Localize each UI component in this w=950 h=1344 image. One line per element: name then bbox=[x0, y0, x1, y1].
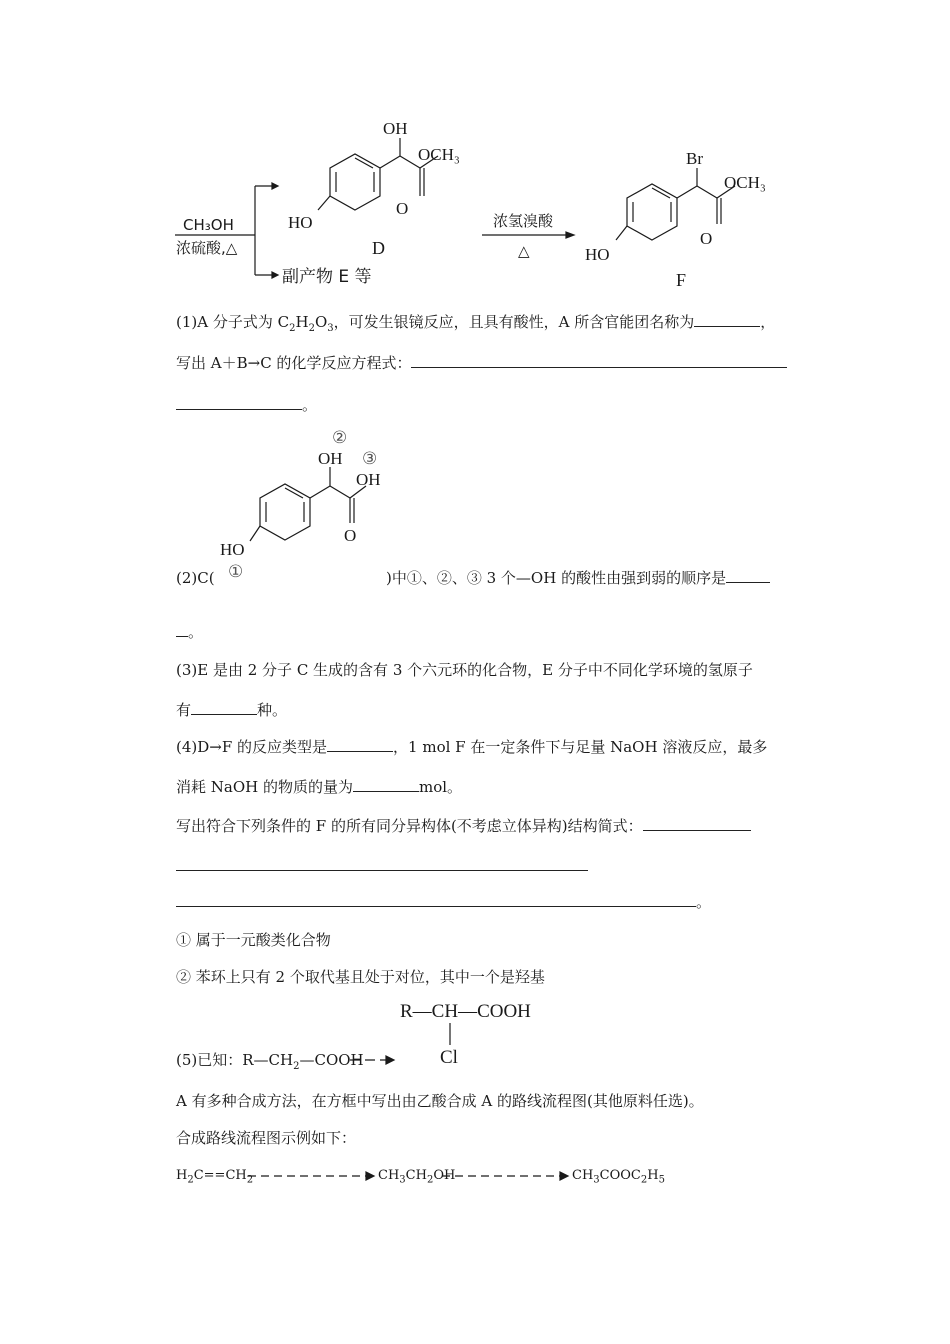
q4-line2: 消耗 NaOH 的物质的量为 mol。 bbox=[176, 778, 463, 796]
d-oh: OH bbox=[383, 119, 408, 138]
known-product-structure bbox=[390, 995, 580, 1075]
q3-blank-h-count[interactable] bbox=[191, 700, 257, 715]
d-o: O bbox=[396, 199, 409, 218]
c-oh-3: OH bbox=[356, 470, 381, 489]
q3-line1: (3)E 是由 2 分子 C 生成的含有 3 个六元环的化合物，E 分子中不同化学环境的氢原子 bbox=[176, 661, 753, 679]
q5-example-route: $H_2C==CH_2$ bbox=[176, 1168, 254, 1186]
f-och3: OCH₃ bbox=[724, 173, 766, 192]
c-ho-1: HO bbox=[220, 540, 245, 559]
d-och3: OCH₃ bbox=[418, 145, 460, 164]
q4-line3: 写出符合下列条件的 F 的所有同分异构体(不考虑立体异构)结构简式： bbox=[176, 816, 751, 836]
q4-blank-isomers[interactable] bbox=[643, 816, 751, 831]
f-o: O bbox=[700, 229, 713, 248]
reaction-scheme bbox=[0, 110, 950, 300]
structure-f bbox=[585, 149, 766, 290]
q4-blank-isomers-line3[interactable] bbox=[176, 892, 696, 907]
q1-line1: (1)A 分子式为 $C_2H_2O_3$，可发生银镜反应，且具有酸性，A 所含官能团名称为 ， bbox=[176, 313, 776, 334]
q4-line1: (4)D→F 的反应类型是 ，1 mol F 在一定条件下与足量 NaOH 溶液反应，最多 bbox=[176, 738, 768, 756]
structure-d bbox=[288, 119, 460, 258]
f-label: F bbox=[676, 270, 687, 290]
c-o: O bbox=[344, 526, 357, 545]
c-oh-2: OH bbox=[318, 449, 343, 468]
q5-line3: 合成路线流程图示例如下： bbox=[176, 1129, 357, 1147]
c-circ-2: ② bbox=[332, 428, 348, 447]
byproduct-e: 副产物 E 等 bbox=[282, 267, 372, 287]
q2-blank-order[interactable] bbox=[726, 568, 770, 583]
q1-blank-equation-cont[interactable] bbox=[176, 395, 302, 410]
f-ho: HO bbox=[585, 245, 610, 264]
q3-line2: 有 种。 bbox=[176, 701, 288, 719]
q5-known: (5)已知：$R—CH_2—COOH$ bbox=[176, 1051, 364, 1072]
c-circ-1: ① bbox=[228, 562, 244, 581]
q4-blank-reaction-type[interactable] bbox=[327, 737, 393, 752]
q1-blank-group[interactable] bbox=[694, 312, 760, 327]
q2-line1: (2)C( bbox=[176, 569, 215, 587]
d-label: D bbox=[372, 238, 385, 258]
example-arrow-2 bbox=[440, 1168, 572, 1184]
q4-cond1: ① 属于一元酸类化合物 bbox=[176, 931, 331, 949]
known-product-cl: Cl bbox=[440, 1047, 458, 1068]
q5-example-ethanol: $CH_3CH_2OH$ bbox=[378, 1168, 456, 1186]
known-product-main: R—CH—COOH bbox=[400, 1001, 531, 1022]
f-br: Br bbox=[686, 149, 703, 168]
q5-example-ester: $CH_3COOC_2H_5$ bbox=[572, 1168, 665, 1186]
known-arrow bbox=[348, 1052, 398, 1068]
q1-blank-equation[interactable] bbox=[411, 353, 787, 368]
example-arrow-1 bbox=[246, 1168, 378, 1184]
reagent-h2so4: 浓硫酸,△ bbox=[176, 239, 238, 257]
q4-line5: 。 bbox=[176, 892, 711, 912]
reagent-heat: △ bbox=[518, 242, 530, 260]
q4-blank-naoh-mol[interactable] bbox=[353, 777, 419, 792]
q1-line3: 。 bbox=[176, 395, 317, 415]
c-circ-3: ③ bbox=[362, 449, 378, 468]
structure-c bbox=[210, 425, 430, 585]
q2-line1-rest: )中①、②、③ 3 个—OH 的酸性由强到弱的顺序是 bbox=[386, 568, 770, 588]
reagent-hbr: 浓氢溴酸 bbox=[493, 212, 554, 230]
reagent-ch3oh: CH₃OH bbox=[183, 216, 234, 234]
q5-line2: A 有多种合成方法，在方框中写出由乙酸合成 A 的路线流程图(其他原料任选)。 bbox=[176, 1092, 704, 1110]
q4-blank-isomers-line2[interactable] bbox=[176, 870, 588, 871]
q1-line2: 写出 A＋B→C 的化学反应方程式： bbox=[176, 353, 787, 373]
q2-line2: 。 bbox=[176, 622, 203, 642]
q4-cond2: ② 苯环上只有 2 个取代基且处于对位，其中一个是羟基 bbox=[176, 968, 545, 986]
d-ho: HO bbox=[288, 213, 313, 232]
q2-blank-order-cont[interactable] bbox=[176, 622, 188, 637]
